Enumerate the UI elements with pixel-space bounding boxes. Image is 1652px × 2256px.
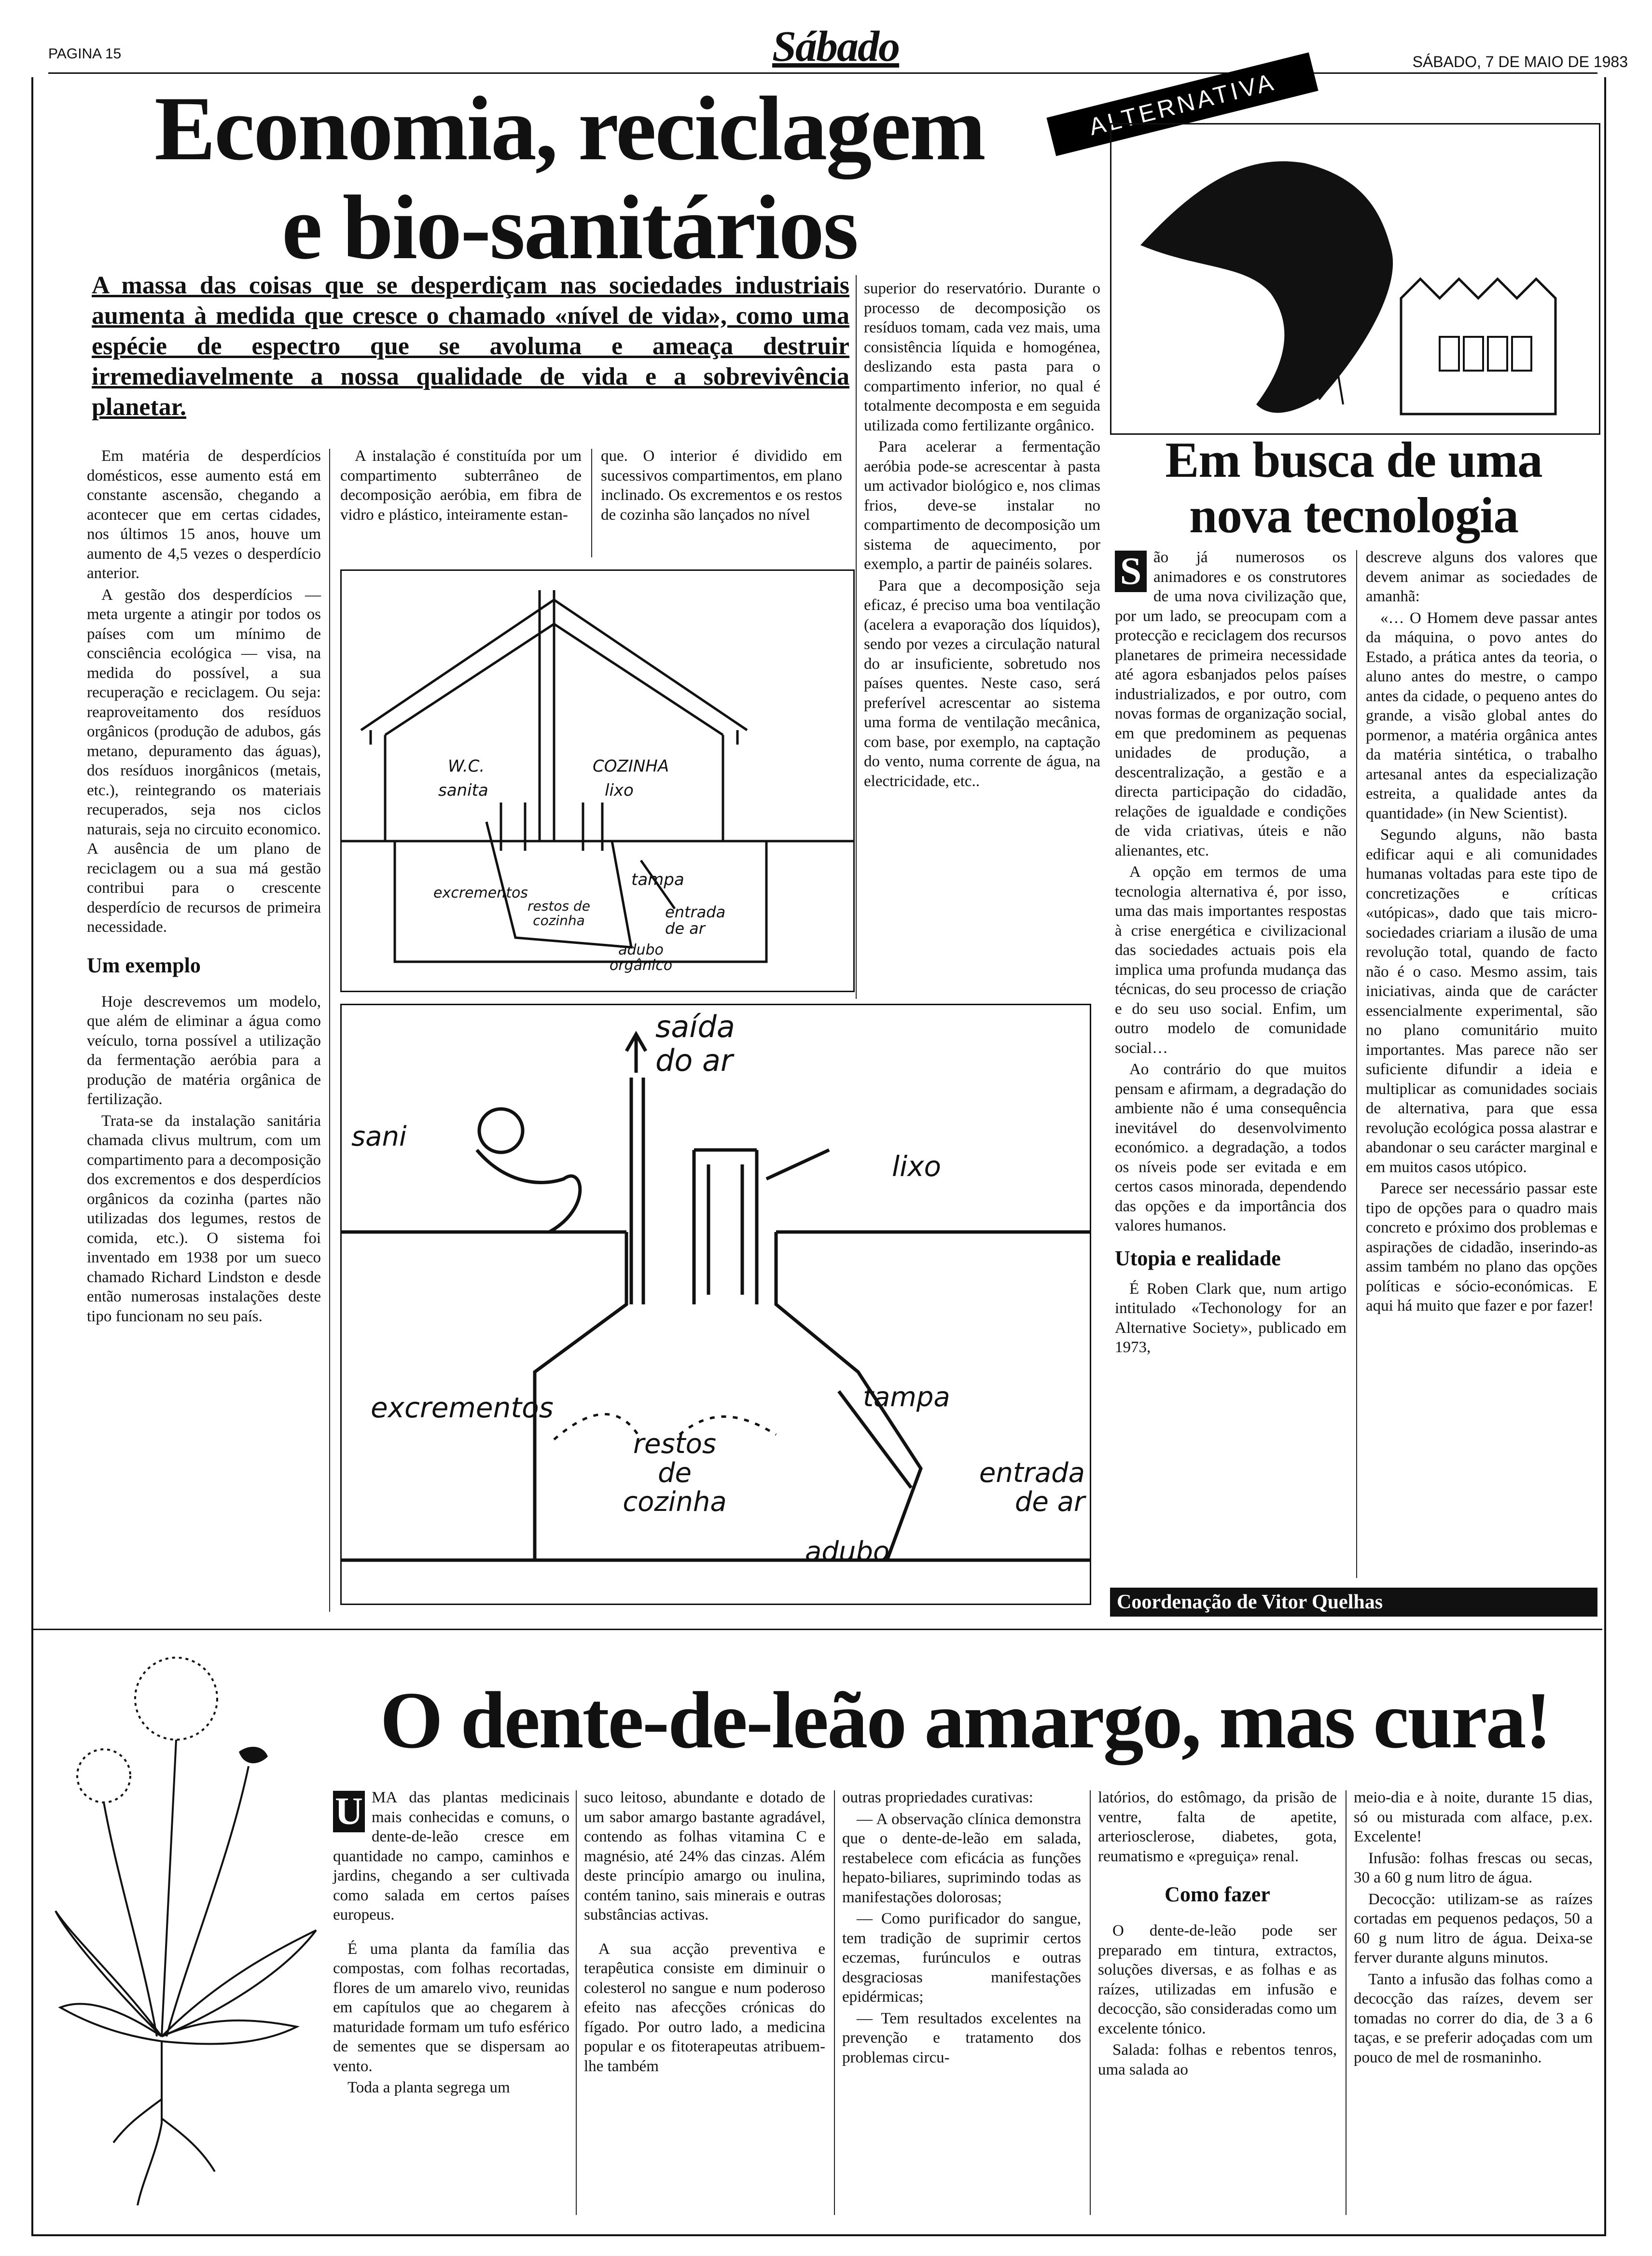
column-rule bbox=[591, 449, 592, 557]
subhead-como-fazer: Como fazer bbox=[1165, 1882, 1270, 1906]
leaf bbox=[162, 2021, 297, 2044]
label-sanita: sanita bbox=[438, 781, 488, 800]
header-rule bbox=[48, 72, 1597, 74]
paragraph: A sua acção preventiva e terapêutica consiste em diminuir o colesterol no sangue e num poderoso efeito nas afecções crónicas do fígado. Por outro lado, a medicina popular e os fitoterapeutas atribuem-lhe também bbox=[584, 1940, 825, 2075]
label-entrada: entrada de ar bbox=[665, 903, 726, 938]
paragraph: A opção em termos de uma tecnologia alternativa é, por isso, uma das mais importantes respostas à crise energética e civilizacional das sociedades actuais pois ela implica uma profunda mudança das técnicas, do seu processo de criação e do seu uso social. Enfim, um outro modelo de comunidade social… bbox=[1115, 863, 1347, 1057]
factory-windows bbox=[1440, 337, 1531, 371]
article2-title-line2: nova tecnologia bbox=[1189, 487, 1519, 543]
article1-col4 bbox=[864, 279, 1100, 793]
paragraph: Hoje descrevemos um modelo, que além de eliminar a água como veículo, torna possível a utilização da fermentação aeróbia para a produção de matéria orgânica de fertilização. bbox=[87, 993, 321, 1108]
waste-chute-inner bbox=[708, 1164, 742, 1295]
factory-illustration-frame bbox=[1110, 123, 1600, 435]
article3-col4 bbox=[1098, 1788, 1337, 2081]
paragraph: «… O Homem deve passar antes da máquina, o povo antes do Estado, a prática antes da teoria, o aluno antes do mestre, o campo antes da cidade, o pequeno antes do grande, a visão global antes do pormenor, a matéria orgânica antes da matéria sintética, o trabalho artesanal antes da especialização estreita, a qualidade antes da quantidade» (in New Scientist). bbox=[1366, 609, 1597, 822]
paragraph: meio-dia e à noite, durante 15 dias, só ou misturada com alface, p.ex. Excelente! bbox=[1354, 1789, 1593, 1845]
factory-illustration bbox=[1111, 125, 1599, 433]
article1-title-line1: Economia, reciclagem bbox=[154, 78, 985, 180]
paragraph: outras propriedades curativas: bbox=[842, 1789, 1033, 1806]
newspaper-logo: Sábado bbox=[772, 23, 900, 70]
kitchen-chute bbox=[583, 803, 602, 851]
exhaust-arrow bbox=[626, 1034, 646, 1073]
label-lixo: lixo bbox=[605, 781, 634, 800]
column-rule bbox=[1346, 1790, 1347, 2215]
paragraph: — A observação clínica demonstra que o dente-de-leão em salada, restabelece com eficácia as funções hepato-biliares, suprimindo todas as manifestações dolorosas; bbox=[842, 1810, 1081, 1906]
flower-bud bbox=[239, 1747, 268, 1763]
paragraph: Toda a planta segrega um bbox=[347, 2079, 510, 2096]
paragraph: Para que a decomposição seja eficaz, é preciso uma boa ventilação (acelera a evaporação dos líquidos), sendo por vezes a circulação natural do ar insuficiente, sobretudo nos países quentes. Neste caso, será preferível acrescentar ao sistema uma forma de ventilação mecânica, com base, por exemplo, na captação do vento, numa corrente de água, na electricidade, etc.. bbox=[864, 577, 1100, 790]
article3-col2 bbox=[584, 1788, 825, 2078]
lixo-pointer bbox=[766, 1150, 829, 1179]
label-lixo2: lixo bbox=[892, 1150, 942, 1183]
article1-col2 bbox=[340, 446, 582, 526]
article2-colA bbox=[1115, 548, 1347, 1359]
page-date: SÁBADO, 7 DE MAIO DE 1983 bbox=[1412, 53, 1628, 70]
paragraph: É Roben Clark que, num artigo intitulado «Techonology for an Alternative Society», publicado em 1973, bbox=[1115, 1280, 1347, 1356]
subhead-utopia: Utopia e realidade bbox=[1115, 1246, 1281, 1270]
dandelion-illustration bbox=[46, 1641, 335, 2215]
label-cozinha: COZINHA bbox=[593, 757, 669, 776]
paragraph: É uma planta da família das compostas, com folhas recortadas, flores de um amarelo vivo, reunidas em capítulos que ao chegarem à maturidade formam um tufo esférico de sementes que se dispersam ao vento. bbox=[333, 1940, 569, 2075]
paragraph: — Tem resultados excelentes na prevenção e tratamento dos problemas circu- bbox=[842, 2009, 1081, 2066]
person-figure bbox=[477, 1150, 580, 1232]
seed-head bbox=[135, 1658, 217, 1740]
paragraph: Em matéria de desperdícios domésticos, esse aumento está em constante ascensão, chegando a acontecer que em certas cidades, nos últimos 15 anos, houve um aumento de 4,5 vezes o desperdício anterior. bbox=[87, 447, 321, 582]
diagram-house bbox=[340, 569, 855, 992]
article3-col1 bbox=[333, 1788, 569, 2100]
label-wc: W.C. bbox=[448, 757, 485, 776]
paragraph bbox=[333, 1788, 569, 1925]
factory-window bbox=[1464, 337, 1483, 371]
label-adubo2: adubo bbox=[805, 1536, 890, 1567]
paragraph: suco leitoso, abundante e dotado de um sabor amargo bastante agradável, contendo as folhas vitamina C e magnésio, até 24% das cinzas. Além deste princípio amargo ou inulina, contém tanino, sais minerais e outras substâncias activas. bbox=[584, 1789, 825, 1924]
root bbox=[138, 2041, 162, 2205]
paragraph-text: MA das plantas medicinais mais conhecidas e comuns, o dente-de-leão cresce em quantidade no campo, caminhos e jardins, chegando a ser cultivada como salada em certos países europeus. bbox=[333, 1789, 569, 1924]
label-saida: saída do ar bbox=[655, 1009, 735, 1078]
seed-head-small bbox=[77, 1749, 130, 1802]
column-rule bbox=[834, 1790, 835, 2215]
stem-left bbox=[104, 1802, 157, 2036]
paragraph: Infusão: folhas frescas ou secas, 30 a 60 g num litro de água. bbox=[1354, 1849, 1593, 1886]
paragraph: Ao contrário do que muitos pensam e afirmam, a degradação do ambiente não é uma consequência inevitável do desenvolvimento económico. a degradação, a todos os níveis pode ser evitada e em certos casos minorada, dependendo das opções e da importância dos valores humanos. bbox=[1115, 1061, 1347, 1234]
column-rule bbox=[1090, 1790, 1091, 2215]
factory-window bbox=[1488, 337, 1507, 371]
subhead-um-exemplo: Um exemplo bbox=[87, 953, 201, 977]
article1-lead: A massa das coisas que se desperdiçam nas sociedades industriais aumenta à medida que cresce o chamado «nível de vida», como uma espécie de espectro que se avoluma e ameaça destruir irremediavelmente a nossa qualidade de vida e a sobrevivência planetar. bbox=[92, 272, 849, 421]
paragraph-text: ão já numerosos os animadores e os construtores de uma nova civilização que, por um lado, se preocupam com a protecção e reciclagem dos recursos planetares de primeira necessidade até agora esbanjados pelos países industrializados, e por outro, com novas formas de organização social, em que predominem as pequenas unidades de produção, a descentralização, a gestão e a directa participação do cidadão, relações de igualdade e condições de vida criativas, úteis e não alienantes, etc. bbox=[1115, 549, 1347, 859]
paragraph: Trata-se da instalação sanitária chamada clivus multrum, com um compartimento para a decomposição dos excrementos e dos desperdícios orgânicos da cozinha (partes não utilizadas dos legumes, restos de comida, etc.). O sistema foi inventado em 1938 por um sueco chamado Richard Lindston e desde então numerosas instalações deste tipo funcionam no seu país. bbox=[87, 1112, 321, 1325]
paragraph: Segundo alguns, não basta edificar aqui e ali comunidades humanas voltadas para este tipo de concretizações e críticas «utópicas», dado que tais micro-sociedades criariam a ilusão de uma revolução total, quando de facto não é o caso. Mesmo assim, tais iniciativas, ainda que de carácter essencialmente experimental, são no plano comunitário muito importantes. Mas parece não ser suficiente difundir a ideia e multiplicar as comunidades sociais de alternativa, para que essa revolução ecológica possa alastrar e abandonar o seu carácter marginal e em muitos casos utópico. bbox=[1366, 826, 1597, 1176]
paragraph: A gestão dos desperdícios — meta urgente a atingir por todos os países com um mínimo de consciência ecológica — visa, na medida do possível, a sua recuperação e reciclagem. Ou seja: reaproveitamento dos resíduos orgânicos (produção de adubos, gás metano, depuramento das águas), dos resíduos inorgânicos (metais, etc.), reintegrando os materiais recuperados, seja nos ciclos naturais, seja no circuito economico. A ausência de um plano de reciclagem ou a sua má gestão contribui para o crescente desperdício de recursos de primeira necessidade. bbox=[87, 586, 321, 936]
label-sani: sani bbox=[351, 1121, 407, 1152]
paragraph: O dente-de-leão pode ser preparado em tintura, extractos, soluções diversas, e as folhas e as raízes, utilizadas em infusão e decocção, são consideradas como um excelente tónico. bbox=[1098, 1922, 1337, 2037]
label-adubo: adubo orgânico bbox=[609, 941, 673, 974]
article1-col3 bbox=[601, 446, 842, 526]
leaf bbox=[56, 1911, 162, 2036]
stem-main bbox=[162, 1740, 176, 2036]
article3-title: O dente-de-leão amargo, mas cura! bbox=[380, 1675, 1551, 1765]
paragraph: latórios, do estômago, da prisão de ventre, falta de apetite, arteriosclerose, diabetes, gota, reumatismo e «preguiça» renal. bbox=[1098, 1789, 1337, 1865]
waste-chute bbox=[694, 1150, 757, 1304]
column-rule bbox=[576, 1790, 577, 2215]
page-number: PAGINA 15 bbox=[48, 46, 122, 62]
paragraph: que. O interior é dividido em sucessivos compartimentos, em plano inclinado. Os excrementos e os restos de cozinha são lançados no nível bbox=[601, 447, 842, 524]
column-rule bbox=[856, 275, 857, 999]
label-restos: restos de cozinha bbox=[528, 898, 590, 928]
label-excrementos: excrementos bbox=[433, 885, 528, 901]
label-tampa2: tampa bbox=[863, 1382, 950, 1413]
label-entrada2: entrada de ar bbox=[979, 1457, 1085, 1518]
paragraph: A instalação é constituída por um compartimento subterrâneo de decomposição aeróbia, em fibra de vidro e plástico, inteiramente estan- bbox=[340, 447, 582, 524]
paragraph: Decocção: utilizam-se as raízes cortadas em pequenos pedaços, 50 a 60 g num litro de água. Deixa-se ferver durante alguns minutos. bbox=[1354, 1890, 1593, 1966]
article1-title bbox=[87, 80, 1052, 277]
paragraph: Tanto a infusão das folhas como a decocção das raízes, devem ser tomadas no correr do dia, de 3 a 6 taças, e se preferir adoçadas com um pouco de mel de rosmaninho. bbox=[1354, 1970, 1593, 2066]
label-tampa: tampa bbox=[631, 870, 684, 889]
factory-window bbox=[1440, 337, 1459, 371]
article1-col1 bbox=[87, 446, 321, 1328]
person-head bbox=[479, 1109, 523, 1152]
paragraph: Salada: folhas e rebentos tenros, uma salada ao bbox=[1098, 2041, 1337, 2078]
dandelion-svg bbox=[46, 1641, 335, 2215]
column-rule bbox=[1356, 550, 1357, 1578]
dropcap-u: U bbox=[333, 1791, 365, 1832]
root-hairs bbox=[113, 2099, 215, 2172]
article1-title-line2: e bio-sanitários bbox=[281, 177, 858, 278]
article3-col3 bbox=[842, 1788, 1081, 2069]
article3-col5 bbox=[1354, 1788, 1593, 2069]
label-excrementos2: excrementos bbox=[371, 1391, 554, 1424]
paragraph: — Como purificador do sangue, tem tradição de suprimir certos eczemas, furúnculos e outras desgraciosas manifestações epidérmicas; bbox=[842, 1910, 1081, 2006]
article2-colB bbox=[1366, 548, 1597, 1318]
label-restos2: restos de cozinha bbox=[623, 1428, 727, 1518]
air-exhaust-pipe bbox=[631, 1078, 643, 1304]
factory-window bbox=[1512, 337, 1531, 371]
toilet-chute bbox=[501, 803, 525, 851]
paragraph: superior do reservatório. Durante o processo de decomposição os resíduos tomam, cada vez mais, uma consistência líquida e homogénea, deslizando esta pasta para o compartimento inferior, no qual é totalmente decomposta e em seguida utilizada como fertilizante orgânico. bbox=[864, 280, 1100, 434]
paragraph: descreve alguns dos valores que devem animar as sociedades de amanhã: bbox=[1366, 549, 1597, 605]
article2-title bbox=[1110, 432, 1597, 543]
diagram-house-svg bbox=[342, 571, 853, 991]
article2-title-line1: Em busca de uma bbox=[1165, 431, 1542, 488]
paragraph: Para acelerar a fermentação aeróbia pode-se acrescentar à pasta um activador biológico e, nos climas frios, deve-se instalar no compartimento de decomposição um sistema de aquecimento, por exemplo, a partir de painéis solares. bbox=[864, 438, 1100, 573]
section-divider bbox=[31, 1629, 1602, 1630]
alternativa-badge: ALTERNATIVA bbox=[1046, 52, 1318, 156]
credit-bar: Coordenação de Vitor Quelhas bbox=[1110, 1588, 1597, 1617]
column-rule bbox=[329, 449, 330, 1612]
pollution-cloud bbox=[1140, 161, 1393, 413]
paragraph bbox=[1115, 548, 1347, 860]
dropcap-s: S bbox=[1115, 551, 1147, 592]
leaf bbox=[60, 2004, 162, 2042]
paragraph: Parece ser necessário passar este tipo de opções para o quadro mais concreto e próximo dos problemas e aspirações de cidadão, inserindo-as assim também no plano das opções políticas e sócio-económicas. E aqui há muito que fazer e por fazer! bbox=[1366, 1180, 1597, 1315]
diagram-toilet bbox=[340, 1004, 1091, 1605]
